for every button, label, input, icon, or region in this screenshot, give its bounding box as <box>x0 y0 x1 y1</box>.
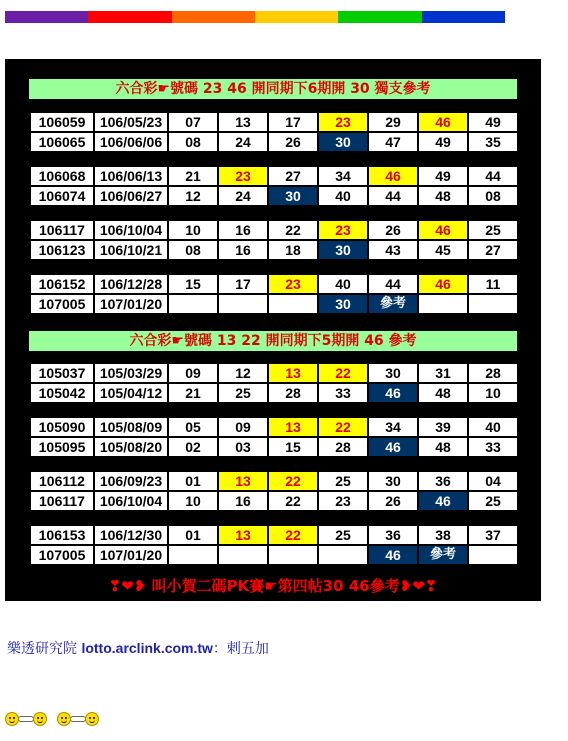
number-cell: 10 <box>169 221 217 239</box>
number-cell: 17 <box>219 275 267 293</box>
number-cell: 13 <box>269 418 317 436</box>
date-cell: 106/09/23 <box>95 472 167 490</box>
number-cell: 48 <box>419 384 467 402</box>
date-cell: 107/01/20 <box>95 546 167 564</box>
number-cell: 22 <box>319 418 367 436</box>
draw-table <box>29 273 519 315</box>
period-cell: 106068 <box>31 167 93 185</box>
number-cell: 34 <box>319 167 367 185</box>
date-cell: 106/06/13 <box>95 167 167 185</box>
date-cell: 105/04/12 <box>95 384 167 402</box>
number-cell: 40 <box>319 275 367 293</box>
date-cell: 106/06/27 <box>95 187 167 205</box>
rainbow-segment <box>5 11 88 23</box>
number-cell <box>469 295 517 313</box>
number-cell: 15 <box>269 438 317 456</box>
number-cell: 46 <box>369 384 417 402</box>
number-cell: 48 <box>419 438 467 456</box>
table-row <box>31 364 517 382</box>
number-cell: 44 <box>469 167 517 185</box>
period-cell: 105090 <box>31 418 93 436</box>
smiley-bone-icon <box>5 712 47 726</box>
number-cell: 30 <box>319 295 367 313</box>
number-cell: 10 <box>469 384 517 402</box>
draw-table <box>29 362 519 404</box>
table-row <box>31 167 517 185</box>
period-cell: 106074 <box>31 187 93 205</box>
number-cell: 28 <box>469 364 517 382</box>
draw-table <box>29 219 519 261</box>
smiley-row <box>5 712 99 726</box>
table-row <box>31 438 517 456</box>
number-cell: 01 <box>169 526 217 544</box>
bone-icon <box>70 716 86 722</box>
number-cell: 36 <box>369 526 417 544</box>
number-cell: 07 <box>169 113 217 131</box>
number-cell: 16 <box>219 492 267 510</box>
number-cell: 43 <box>369 241 417 259</box>
date-cell: 106/12/30 <box>95 526 167 544</box>
number-cell: 27 <box>269 167 317 185</box>
number-cell: 11 <box>469 275 517 293</box>
period-cell: 106152 <box>31 275 93 293</box>
number-cell: 46 <box>419 221 467 239</box>
date-cell: 106/10/21 <box>95 241 167 259</box>
number-cell: 18 <box>269 241 317 259</box>
number-cell: 46 <box>369 438 417 456</box>
number-cell <box>469 546 517 564</box>
number-cell: 40 <box>469 418 517 436</box>
number-cell <box>319 546 367 564</box>
draw-table <box>29 524 519 566</box>
table-row <box>31 418 517 436</box>
rainbow-segment <box>338 11 421 23</box>
number-cell: 21 <box>169 384 217 402</box>
number-cell: 49 <box>419 167 467 185</box>
number-cell: 35 <box>469 133 517 151</box>
period-cell: 107005 <box>31 295 93 313</box>
section-title-1: 六合彩☛號碼 23 46 開同期下6期開 30 獨支參考 <box>29 79 517 99</box>
number-cell: 13 <box>269 364 317 382</box>
number-cell: 23 <box>219 167 267 185</box>
number-cell: 39 <box>419 418 467 436</box>
number-cell: 05 <box>169 418 217 436</box>
rainbow-segment <box>422 11 505 23</box>
number-cell: 25 <box>469 492 517 510</box>
reference-cell: 參考 <box>369 295 417 313</box>
number-cell: 46 <box>419 113 467 131</box>
number-cell: 33 <box>319 384 367 402</box>
number-cell: 28 <box>269 384 317 402</box>
number-cell: 26 <box>369 492 417 510</box>
number-cell: 09 <box>169 364 217 382</box>
table-row <box>31 241 517 259</box>
number-cell: 46 <box>369 167 417 185</box>
period-cell: 105042 <box>31 384 93 402</box>
period-cell: 105037 <box>31 364 93 382</box>
number-cell <box>169 295 217 313</box>
number-cell: 30 <box>319 241 367 259</box>
credit-suffix: ：剌五加 <box>212 641 269 657</box>
number-cell: 13 <box>219 472 267 490</box>
table-row <box>31 295 517 313</box>
date-cell: 106/10/04 <box>95 221 167 239</box>
number-cell: 25 <box>319 526 367 544</box>
number-cell: 12 <box>219 364 267 382</box>
number-cell: 01 <box>169 472 217 490</box>
number-cell: 44 <box>369 187 417 205</box>
number-cell: 13 <box>219 526 267 544</box>
number-cell: 25 <box>219 384 267 402</box>
number-cell: 45 <box>419 241 467 259</box>
draw-table <box>29 111 519 153</box>
reference-cell: 參考 <box>419 546 467 564</box>
number-cell <box>219 295 267 313</box>
number-cell: 44 <box>369 275 417 293</box>
date-cell: 105/08/20 <box>95 438 167 456</box>
number-cell: 38 <box>419 526 467 544</box>
number-cell: 49 <box>469 113 517 131</box>
number-cell: 26 <box>369 221 417 239</box>
number-cell: 23 <box>319 113 367 131</box>
site-link[interactable]: lotto.arclink.com.tw <box>81 640 213 656</box>
period-cell: 106123 <box>31 241 93 259</box>
period-cell: 106065 <box>31 133 93 151</box>
number-cell: 08 <box>169 133 217 151</box>
number-cell: 29 <box>369 113 417 131</box>
rainbow-segment <box>255 11 338 23</box>
number-cell: 12 <box>169 187 217 205</box>
number-cell: 24 <box>219 187 267 205</box>
number-cell: 22 <box>269 221 317 239</box>
number-cell: 34 <box>369 418 417 436</box>
date-cell: 106/05/23 <box>95 113 167 131</box>
credit-prefix: 樂透研究院 <box>7 641 82 657</box>
table-row <box>31 546 517 564</box>
number-cell: 26 <box>269 133 317 151</box>
number-cell: 25 <box>319 472 367 490</box>
bone-icon <box>18 716 34 722</box>
draw-table <box>29 470 519 512</box>
period-cell: 106117 <box>31 221 93 239</box>
number-cell: 21 <box>169 167 217 185</box>
rainbow-segment <box>172 11 255 23</box>
number-cell: 23 <box>269 275 317 293</box>
number-cell: 30 <box>369 364 417 382</box>
number-cell: 31 <box>419 364 467 382</box>
date-cell: 106/10/04 <box>95 492 167 510</box>
period-cell: 106059 <box>31 113 93 131</box>
table-row <box>31 472 517 490</box>
table-row <box>31 187 517 205</box>
draw-table <box>29 416 519 458</box>
period-cell: 107005 <box>31 546 93 564</box>
number-cell <box>419 295 467 313</box>
smiley-face-icon <box>85 712 99 726</box>
number-cell: 46 <box>419 275 467 293</box>
table-row <box>31 275 517 293</box>
number-cell: 22 <box>269 472 317 490</box>
number-cell: 08 <box>169 241 217 259</box>
number-cell: 22 <box>319 364 367 382</box>
number-cell: 46 <box>369 546 417 564</box>
table-row <box>31 384 517 402</box>
date-cell: 106/06/06 <box>95 133 167 151</box>
rainbow-divider <box>5 11 505 23</box>
credit-line <box>7 638 269 658</box>
number-cell: 10 <box>169 492 217 510</box>
number-cell: 30 <box>319 133 367 151</box>
number-cell: 17 <box>269 113 317 131</box>
table-row <box>31 492 517 510</box>
date-cell: 106/12/28 <box>95 275 167 293</box>
number-cell: 13 <box>219 113 267 131</box>
footer-message: ❣❤❥ 叫小賀二碼PK賽☛第四帖30 46參考❥❤❣ <box>108 577 438 595</box>
number-cell: 28 <box>319 438 367 456</box>
number-cell: 47 <box>369 133 417 151</box>
number-cell: 16 <box>219 241 267 259</box>
number-cell: 22 <box>269 526 317 544</box>
number-cell <box>169 546 217 564</box>
number-cell <box>269 546 317 564</box>
number-cell: 08 <box>469 187 517 205</box>
number-cell: 25 <box>469 221 517 239</box>
rainbow-segment <box>88 11 171 23</box>
table-row <box>31 221 517 239</box>
number-cell: 48 <box>419 187 467 205</box>
period-cell: 105095 <box>31 438 93 456</box>
smiley-bone-icon <box>57 712 99 726</box>
smiley-face-icon <box>33 712 47 726</box>
table-row <box>31 133 517 151</box>
period-cell: 106112 <box>31 472 93 490</box>
number-cell <box>269 295 317 313</box>
number-cell: 16 <box>219 221 267 239</box>
number-cell: 49 <box>419 133 467 151</box>
number-cell <box>219 546 267 564</box>
number-cell: 04 <box>469 472 517 490</box>
number-cell: 37 <box>469 526 517 544</box>
number-cell: 24 <box>219 133 267 151</box>
number-cell: 40 <box>319 187 367 205</box>
date-cell: 105/08/09 <box>95 418 167 436</box>
number-cell: 02 <box>169 438 217 456</box>
number-cell: 36 <box>419 472 467 490</box>
period-cell: 106117 <box>31 492 93 510</box>
draw-table <box>29 165 519 207</box>
period-cell: 106153 <box>31 526 93 544</box>
smiley-face-icon <box>57 712 71 726</box>
lottery-panel <box>5 59 541 601</box>
number-cell: 15 <box>169 275 217 293</box>
number-cell: 23 <box>319 492 367 510</box>
number-cell: 23 <box>319 221 367 239</box>
date-cell: 107/01/20 <box>95 295 167 313</box>
number-cell: 27 <box>469 241 517 259</box>
number-cell: 30 <box>369 472 417 490</box>
section-title-2: 六合彩☛號碼 13 22 開同期下5期開 46 參考 <box>29 331 517 351</box>
number-cell: 30 <box>269 187 317 205</box>
number-cell: 09 <box>219 418 267 436</box>
smiley-face-icon <box>5 712 19 726</box>
number-cell: 33 <box>469 438 517 456</box>
number-cell: 22 <box>269 492 317 510</box>
number-cell: 46 <box>419 492 467 510</box>
table-row <box>31 526 517 544</box>
number-cell: 03 <box>219 438 267 456</box>
date-cell: 105/03/29 <box>95 364 167 382</box>
table-row <box>31 113 517 131</box>
